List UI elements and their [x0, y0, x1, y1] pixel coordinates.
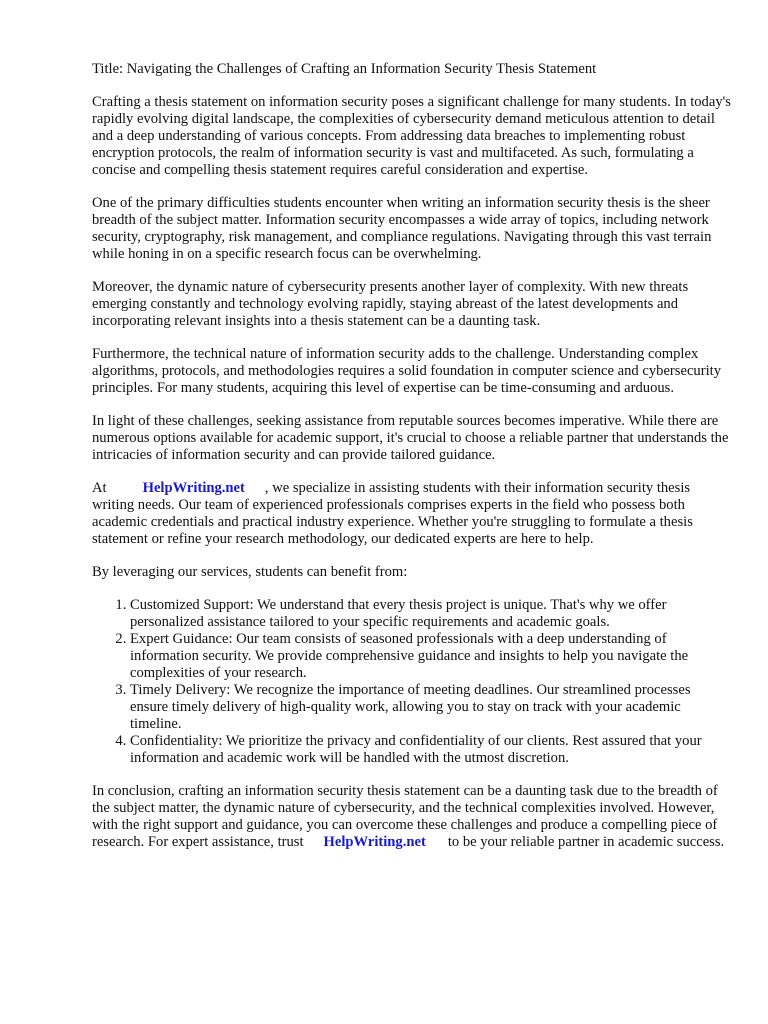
list-item: 1. Customized Support: We understand that every thesis project is unique. That's why we offer personalized assistance tailored to your specific requirements and academic goals.	[130, 597, 732, 631]
paragraph-breadth: One of the primary difficulties students encounter when writing an information security thesis is the sheer breadth of the subject matter. Information security encompasses a wide array of topics, including network security, cryptography, risk management, and compliance regulations. Navigating through this vast terrain while honing in on a specific research focus can be overwhelming.	[92, 195, 712, 262]
benefits-list	[92, 597, 732, 767]
at-suffix: , we specialize in assisting students with their information security thesis writing needs. Our team of experienced professionals comprises experts in the field who possess both academic credentials and practical industry experience. Whether you're struggling to formulate a thesis statement or refine your research methodology, our dedicated experts are here to help.	[92, 480, 693, 547]
paragraph-intro: Crafting a thesis statement on information security poses a significant challenge for many students. In today's rapidly evolving digital landscape, the complexities of cybersecurity demand meticulous attention to detail and a deep understanding of various concepts. From addressing data breaches to implementing robust encryption protocols, the realm of information security is vast and multifaceted. As such, formulating a concise and compelling thesis statement requires careful consideration and expertise.	[92, 94, 731, 178]
list-intro: By leveraging our services, students can benefit from:	[92, 564, 408, 580]
at-prefix: At	[92, 480, 107, 496]
paragraph-dynamic: Moreover, the dynamic nature of cybersecurity presents another layer of complexity. With new threats emerging constantly and technology evolving rapidly, staying abreast of the latest developments and incorporating relevant insights into a thesis statement can be a daunting task.	[92, 279, 689, 329]
conclusion-prefix: In conclusion, crafting an information security thesis statement can be a daunting task due to the breadth of the subject matter, the dynamic nature of cybersecurity, and the technical complexities involved. However, with the right support and guidance, you can overcome these challenges and produce a compelling piece of research. For expert assistance, trust	[92, 783, 718, 850]
paragraph-service-intro	[92, 480, 732, 548]
conclusion-suffix: to be your reliable partner in academic success.	[447, 834, 725, 850]
document-title: Title: Navigating the Challenges of Crafting an Information Security Thesis Statement	[92, 61, 597, 77]
paragraph-assistance: In light of these challenges, seeking assistance from reputable sources becomes imperative. While there are numerous options available for academic support, it's crucial to choose a reliable partner that understands the intricacies of information security and can provide tailored guidance.	[92, 413, 729, 463]
paragraph-technical: Furthermore, the technical nature of information security adds to the challenge. Understanding complex algorithms, protocols, and methodologies requires a solid foundation in computer science and cybersecurity principles. For many students, acquiring this level of expertise can be time-consuming and arduous.	[92, 346, 721, 396]
list-item: 4. Confidentiality: We prioritize the privacy and confidentiality of our clients. Rest assured that your information and academic work will be handled with the utmost discretion.	[130, 733, 732, 767]
helpwriting-link-conclusion[interactable]: HelpWriting.net	[323, 834, 426, 850]
paragraph-conclusion	[92, 783, 732, 851]
list-item: 2. Expert Guidance: Our team consists of seasoned professionals with a deep understanding of information security. We provide comprehensive guidance and insights to help you navigate the complexities of your research.	[130, 631, 732, 682]
document-page	[92, 61, 732, 867]
list-item: 3. Timely Delivery: We recognize the importance of meeting deadlines. Our streamlined processes ensure timely delivery of high-quality work, allowing you to stay on track with your academic timeline.	[130, 682, 732, 733]
helpwriting-link[interactable]: HelpWriting.net	[142, 480, 245, 496]
